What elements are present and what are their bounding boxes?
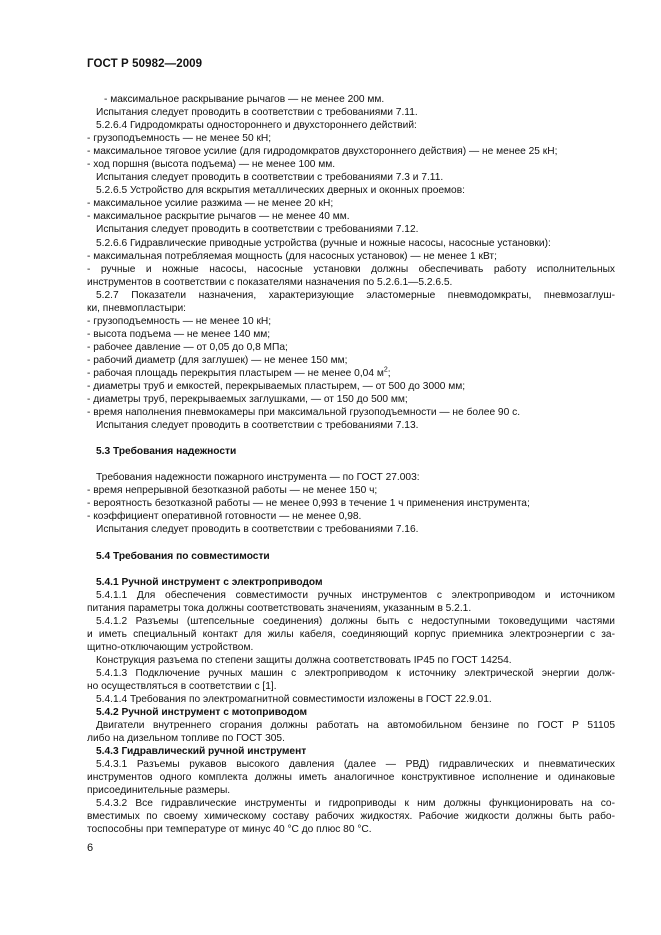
- text-line: - вероятность безотказной работы — не менее 0,993 в течение 1 ч применения инструмента;: [87, 498, 530, 510]
- text-line: 5.2.6.5 Устройство для вскрытия металлических дверных и оконных проемов:: [96, 185, 465, 197]
- text-line: 5.2.6.4 Гидродомкраты одностороннего и двухстороннего действий:: [96, 120, 417, 132]
- text-line: 5.2.6.6 Гидравлические приводные устройства (ручные и ножные насосы, насосные установки):: [96, 237, 551, 249]
- text-line: - ход поршня (высота подъема) — не менее 100 мм.: [87, 159, 336, 171]
- text-line: вместимых по своему химическому составу рабочих жидкостях. Рабочие жидкости должны быть рабо-: [87, 811, 615, 823]
- text-line: ки, пневмопластыри:: [87, 302, 186, 314]
- text-line: присоединительные размеры.: [87, 785, 231, 797]
- text-line: и иметь специальный контакт для жилы кабеля, соединяющий корпус приемника электроэнергии с за-: [87, 628, 615, 640]
- text-line: Требования надежности пожарного инструмента — по ГОСТ 27.003:: [96, 472, 420, 484]
- text-line: - ручные и ножные насосы, насосные установки должны обеспечивать работу исполнительных: [87, 263, 615, 275]
- text-line-with-superscript: [87, 367, 615, 380]
- text-line: - грузоподъемность — не менее 10 кН;: [87, 315, 272, 327]
- section-heading-reliability: 5.3 Требования надежности: [96, 446, 237, 458]
- text-line: Конструкция разъема по степени защиты должна соответствовать IP45 по ГОСТ 14254.: [96, 654, 512, 666]
- text-line: тоспособны при температуре от минус 40 °С до плюс 80 °С.: [87, 824, 372, 836]
- text-line: 5.4.1.3 Подключение ручных машин с электроприводом к источнику электрической энергии долж-: [96, 667, 615, 679]
- text-line: - время непрерывной безотказной работы — не менее 150 ч;: [87, 485, 378, 497]
- text-line: - диаметры труб, перекрываемых заглушками, — от 150 до 500 мм;: [87, 394, 408, 406]
- text-line: - максимальная потребляемая мощность (для насосных установок) — не менее 1 кВт;: [87, 250, 497, 262]
- text-line: - рабочий диаметр (для заглушек) — не менее 150 мм;: [87, 354, 348, 366]
- text-line: - максимальное тяговое усилие (для гидродомкратов двухстороннего действия) — не менее 25 кН;: [87, 146, 558, 158]
- text-line: Испытания следует проводить в соответствии с требованиями 7.13.: [96, 420, 419, 432]
- text-line: Испытания следует проводить в соответствии с требованиями 7.3 и 7.11.: [96, 172, 444, 184]
- text-line: Испытания следует проводить в соответствии с требованиями 7.12.: [96, 224, 419, 236]
- subsection-heading-hydraulic: 5.4.3 Гидравлический ручной инструмент: [96, 746, 307, 758]
- text-line: 5.4.1.1 Для обеспечения совместимости ручных инструментов с электроприводом и источником: [96, 589, 615, 601]
- text-line: щитно-отключающим устройством.: [87, 641, 254, 653]
- text-line: инструментов одного комплекта должны иметь аналогичное конструктивное исполнение и одинаковые: [87, 772, 615, 784]
- text-line: - коэффициент оперативной готовности — не менее 0,98.: [87, 511, 362, 523]
- section-heading-compatibility: 5.4 Требования по совместимости: [96, 550, 270, 562]
- text-line: 5.2.7 Показатели назначения, характеризующие эластомерные пневмодомкраты, пневмозаглуш-: [96, 289, 615, 301]
- subsection-heading-electric: 5.4.1 Ручной инструмент с электроприводом: [96, 576, 323, 588]
- text-line: - грузоподъемность — не менее 50 кН;: [87, 133, 272, 145]
- text-line: 5.4.3.2 Все гидравлические инструменты и гидроприводы к ним должны функционировать на со-: [96, 798, 615, 810]
- text-line: - рабочая площадь перекрытия пластырем — не менее 0,04 м: [87, 367, 384, 379]
- text-line: - максимальное раскрытие рычагов — не менее 40 мм.: [87, 211, 350, 223]
- page-number: 6: [87, 842, 94, 854]
- text-line: Двигатели внутреннего сгорания должны работать на автомобильном бензине по ГОСТ Р 51105: [96, 720, 615, 732]
- text-line: 5.4.3.1 Разъемы рукавов высокого давления (далее — РВД) гидравлических и пневматических: [96, 759, 615, 771]
- document-header-title: ГОСТ Р 50982—2009: [87, 58, 203, 70]
- text-line: либо на дизельном топливе по ГОСТ 305.: [87, 733, 285, 745]
- subsection-heading-motor: 5.4.2 Ручной инструмент с мотоприводом: [96, 707, 308, 719]
- text-line: - рабочее давление — от 0,05 до 0,8 МПа;: [87, 341, 288, 353]
- superscript: 2: [383, 366, 388, 374]
- text-line: но осуществляться в соответствии с [1].: [87, 680, 277, 692]
- text-line: Испытания следует проводить в соответствии с требованиями 7.11.: [96, 107, 418, 119]
- line-end: ;: [387, 367, 391, 379]
- document-body: [87, 93, 615, 836]
- text-line: - высота подъема — не менее 140 мм;: [87, 328, 271, 340]
- text-line: - время наполнения пневмокамеры при максимальной грузоподъемности — не более 90 с.: [87, 407, 521, 419]
- text-line: - максимальное усилие разжима — не менее 20 кН;: [87, 198, 334, 210]
- text-line: - максимальное раскрывание рычагов — не менее 200 мм.: [104, 94, 385, 105]
- text-line: Испытания следует проводить в соответствии с требованиями 7.16.: [96, 524, 419, 536]
- text-line: - диаметры труб и емкостей, перекрываемых пластырем, — от 500 до 3000 мм;: [87, 381, 466, 393]
- text-line: питания параметры тока должны соответствовать значениям, указанным в 5.2.1.: [87, 602, 472, 614]
- text-line: инструментов в соответствии с показателями назначения по 5.2.6.1—5.2.6.5.: [87, 276, 453, 288]
- text-line: 5.4.1.4 Требования по электромагнитной совместимости изложены в ГОСТ 22.9.01.: [96, 693, 492, 705]
- text-line: 5.4.1.2 Разъемы (штепсельные соединения) должны быть с недоступными токоведущими частями: [96, 615, 615, 627]
